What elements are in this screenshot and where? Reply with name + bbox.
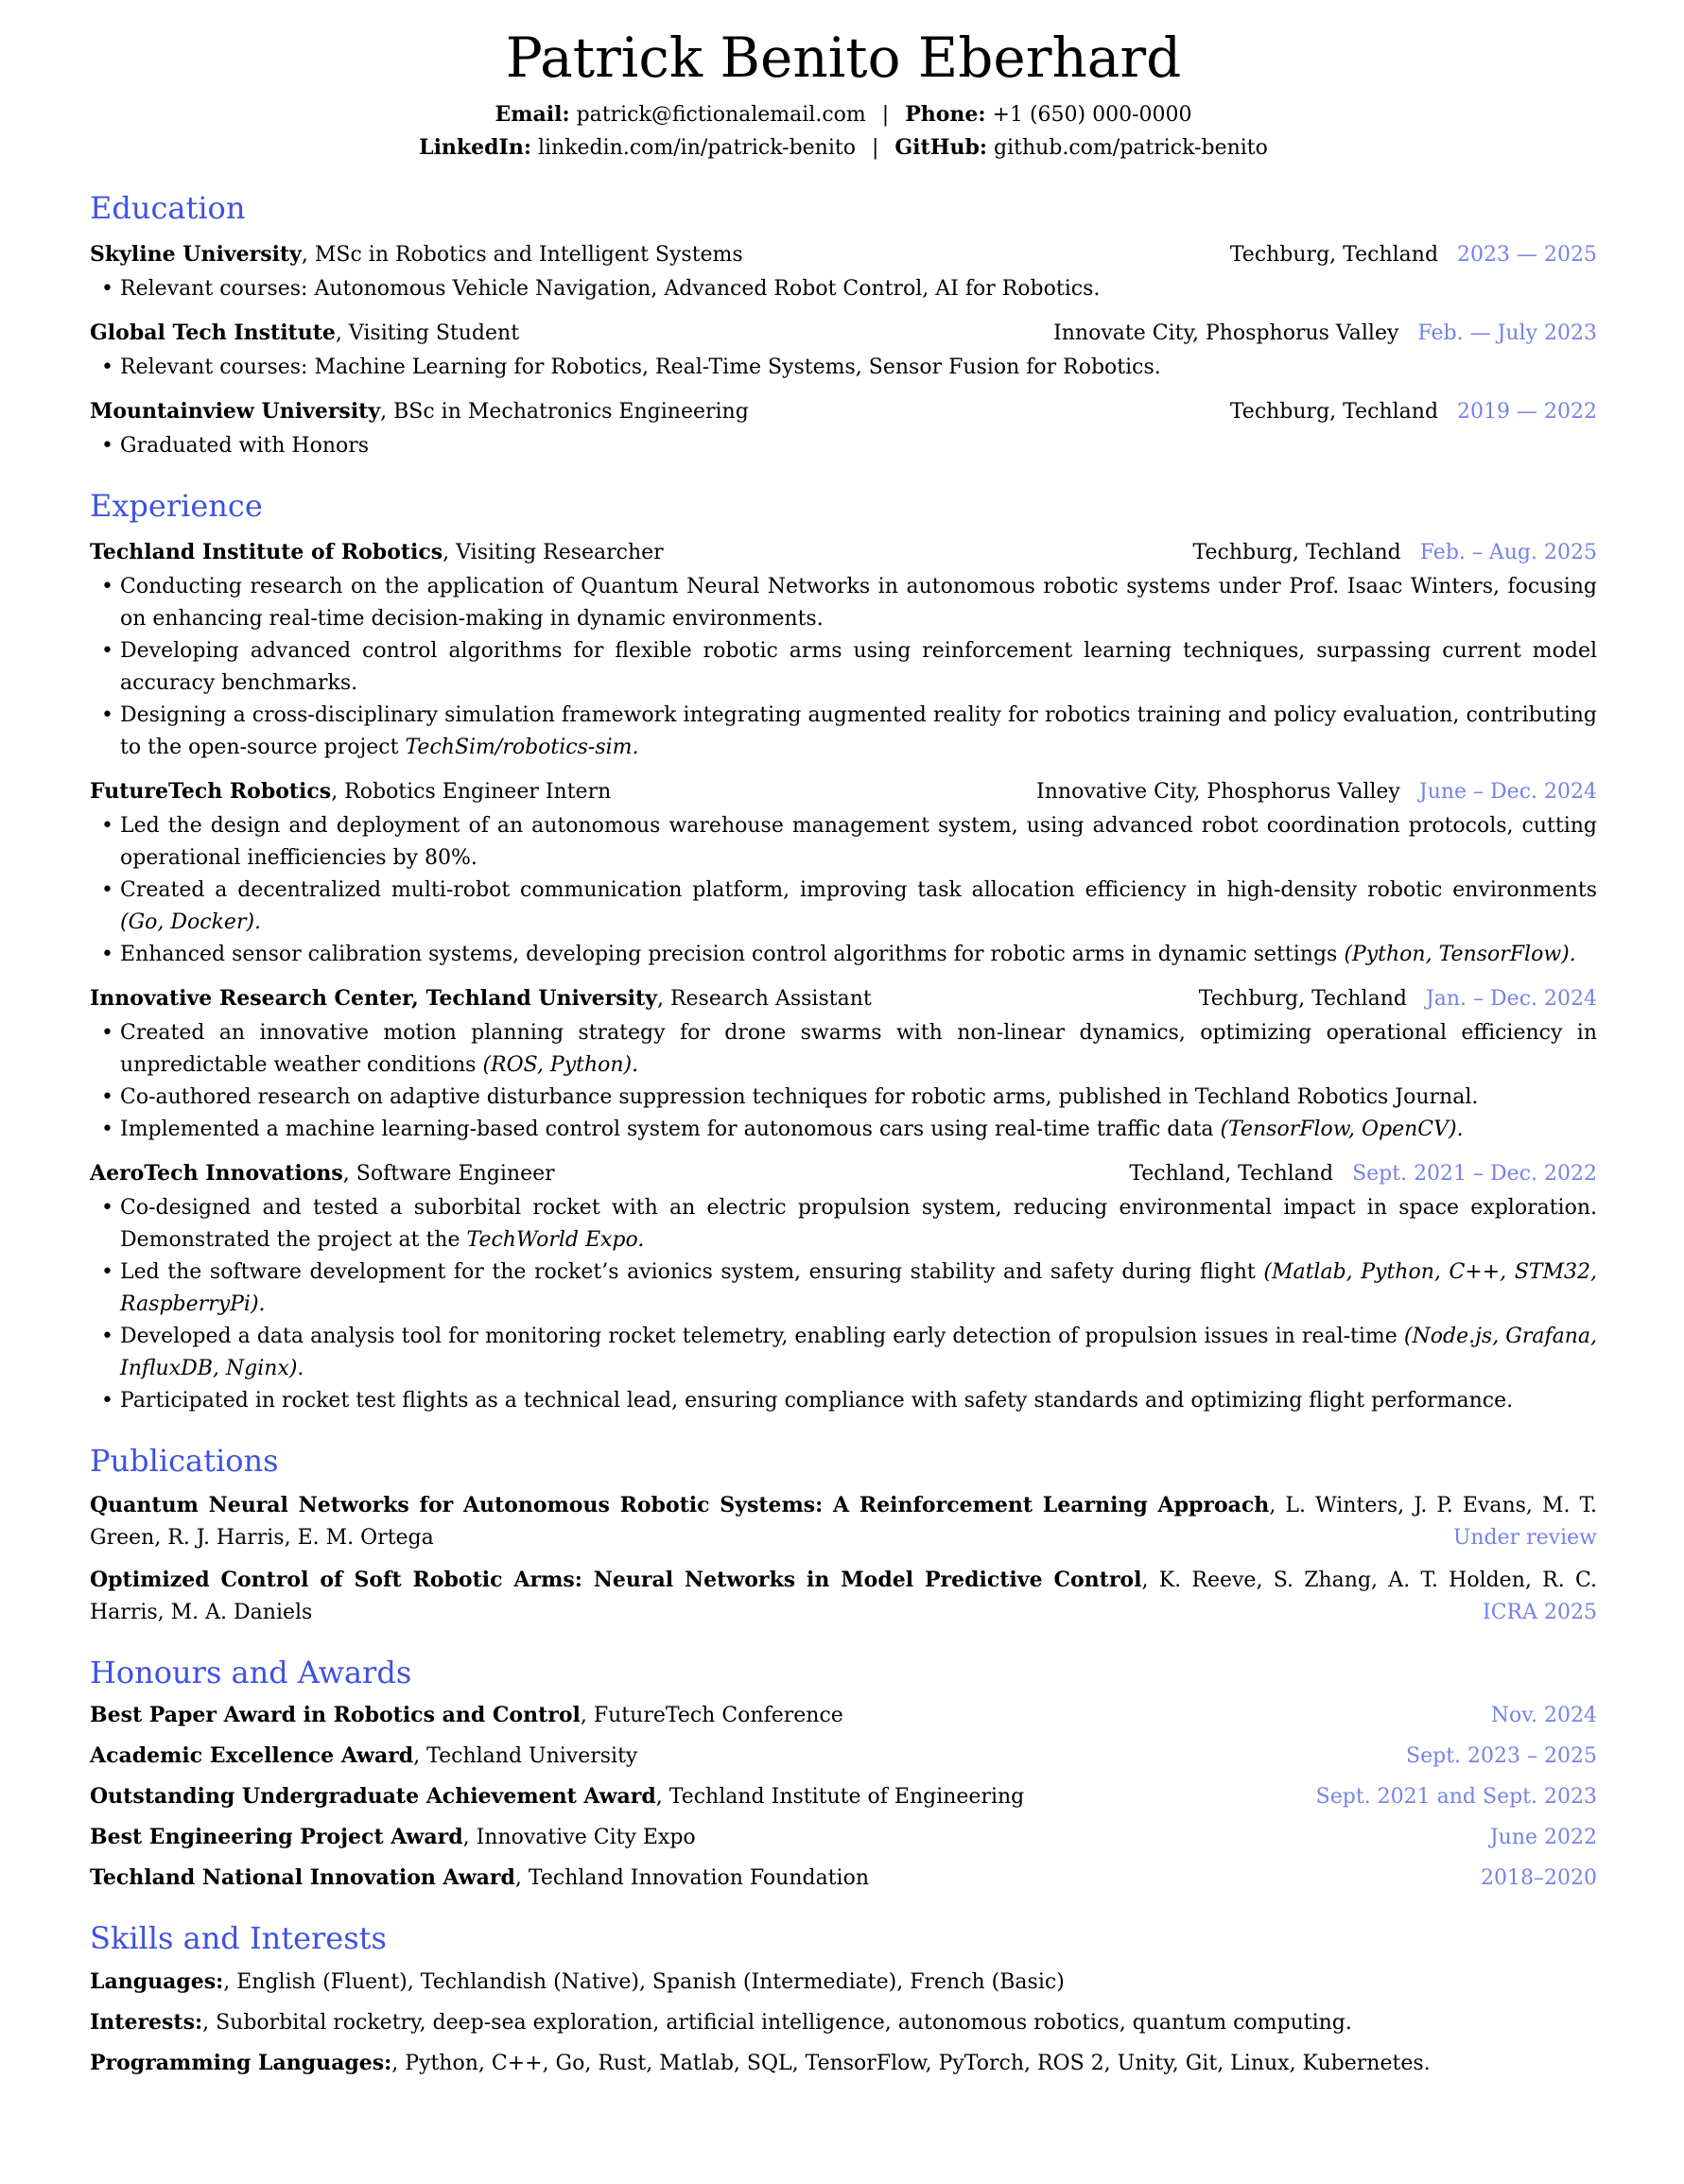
bullet-list [90, 352, 1597, 384]
bullet-item: • Developing advanced control algorithms for flexible robotic arms using reinforcement learning techniques, surpassing current model accuracy benchmarks. [120, 635, 1597, 700]
location: Techburg, Techland [1229, 399, 1439, 424]
role-title: , Software Engineer [342, 1161, 555, 1186]
dates: 2019 — 2022 [1457, 399, 1597, 424]
bullet-item: • Co-designed and tested a suborbital rocket with an electric propulsion system, reducing environmental impact in space exploration. Demonstrated the project at the TechWorld Expo. [120, 1192, 1597, 1257]
role-title: , MSc in Robotics and Intelligent Systems [301, 242, 743, 267]
skill-label: Interests: [90, 2009, 203, 2035]
email-label: Email: [495, 101, 570, 127]
education-entry [90, 395, 1597, 462]
role-title: , Visiting Researcher [443, 540, 664, 564]
org-name: AeroTech Innovations [90, 1160, 343, 1186]
dates: Sept. 2021 – Dec. 2022 [1352, 1161, 1597, 1186]
award-title: Outstanding Undergraduate Achievement Award [90, 1783, 656, 1809]
skill-text: , Suborbital rocketry, deep-sea exploration, artificial intelligence, autonomous robotics, quantum computing. [202, 2010, 1352, 2035]
role-title: , Robotics Engineer Intern [331, 779, 612, 804]
bullet-item: • Relevant courses: Autonomous Vehicle Navigation, Advanced Robot Control, AI for Robotics. [120, 273, 1597, 305]
award-title: Academic Excellence Award [90, 1742, 414, 1768]
section-title-education: Education [90, 189, 246, 226]
section-title-experience: Experience [90, 487, 263, 524]
role-title: , Research Assistant [656, 986, 872, 1011]
skill-row [90, 1965, 1597, 2000]
bullet-item: • Relevant courses: Machine Learning for Robotics, Real-Time Systems, Sensor Fusion for Robotics. [120, 352, 1597, 384]
bullet-item: • Developed a data analysis tool for monitoring rocket telemetry, enabling early detection of propulsion issues in real-time (Node.js, Grafana, InfluxDB, Nginx). [120, 1321, 1597, 1385]
publication-entry [90, 1489, 1597, 1554]
bullet-item: • Enhanced sensor calibration systems, developing precision control algorithms for robotic arms in dynamic settings (Python, TensorFlow). [120, 939, 1597, 971]
location: Innovate City, Phosphorus Valley [1053, 321, 1399, 345]
award-row [90, 1780, 1597, 1813]
experience-entry [90, 775, 1597, 971]
role-title: , Visiting Student [335, 321, 520, 345]
location: Techburg, Techland [1192, 540, 1401, 564]
phone-label: Phone: [905, 101, 986, 127]
skill-label: Programming Languages: [90, 2050, 392, 2075]
skill-row [90, 2046, 1597, 2081]
dates: Feb. — July 2023 [1417, 321, 1597, 345]
publication-title: Optimized Control of Soft Robotic Arms: Neural Networks in Model Predictive Control [90, 1567, 1142, 1592]
award-org: , Techland Institute of Engineering [655, 1784, 1025, 1809]
org-name: Skyline University [90, 241, 302, 267]
section-title-publications: Publications [90, 1442, 279, 1479]
experience-entry [90, 1157, 1597, 1417]
award-org: , FutureTech Conference [580, 1703, 843, 1727]
bullet-item: • Created a decentralized multi-robot communication platform, improving task allocation efficiency in high-density robotic environments (Go, Docker). [120, 875, 1597, 939]
award-date: Sept. 2021 and Sept. 2023 [1315, 1784, 1597, 1809]
bullet-item: • Led the software development for the rocket’s avionics system, ensuring stability and safety during flight (Matlab, Python, C++, STM32, RaspberryPi). [120, 1257, 1597, 1321]
github-value: github.com/patrick-benito [993, 135, 1268, 160]
award-title: Techland National Innovation Award [90, 1864, 515, 1890]
bullet-item: • Implemented a machine learning-based control system for autonomous cars using real-time traffic data (TensorFlow, OpenCV). [120, 1114, 1597, 1146]
bullet-list [90, 571, 1597, 764]
skill-text: , Python, C++, Go, Rust, Matlab, SQL, TensorFlow, PyTorch, ROS 2, Unity, Git, Linux, Kubernetes. [391, 2051, 1431, 2075]
education-entry [90, 238, 1597, 305]
role-title: , BSc in Mechatronics Engineering [380, 399, 749, 424]
dates: June – Dec. 2024 [1418, 779, 1597, 804]
bullet-item: • Conducting research on the application of Quantum Neural Networks in autonomous robotic systems under Prof. Isaac Winters, focusing on enhancing real-time decision-making in dynamic environments. [120, 571, 1597, 635]
dates: Jan. – Dec. 2024 [1425, 986, 1597, 1011]
contact-line-1 [90, 98, 1597, 131]
org-name: Mountainview University [90, 398, 381, 424]
publication-status: ICRA 2025 [1483, 1600, 1597, 1624]
award-row [90, 1862, 1597, 1895]
skill-label: Languages: [90, 1968, 224, 1994]
publication-status: Under review [1452, 1525, 1597, 1550]
location: Techland, Techland [1129, 1161, 1334, 1186]
entry-header [90, 238, 1597, 271]
entry-header [90, 775, 1597, 808]
bullet-list [90, 1192, 1597, 1417]
section-title-skills: Skills and Interests [90, 1919, 387, 1956]
bullet-list [90, 1017, 1597, 1146]
contact-line-2 [90, 131, 1597, 165]
publication-title: Quantum Neural Networks for Autonomous Robotic Systems: A Reinforcement Learning Approach [90, 1492, 1270, 1517]
award-org: , Innovative City Expo [462, 1825, 696, 1849]
award-title: Best Engineering Project Award [90, 1824, 463, 1849]
dates: 2023 — 2025 [1457, 242, 1597, 267]
entry-header [90, 1157, 1597, 1190]
award-title: Best Paper Award in Robotics and Control [90, 1702, 581, 1727]
bullet-item: • Co-authored research on adaptive disturbance suppression techniques for robotic arms, published in Techland Robotics Journal. [120, 1082, 1597, 1114]
linkedin-label: LinkedIn: [419, 134, 531, 160]
bullet-list [90, 273, 1597, 305]
entry-header [90, 982, 1597, 1015]
org-name: FutureTech Robotics [90, 778, 332, 804]
skill-text: , English (Fluent), Techlandish (Native), Spanish (Intermediate), French (Basic) [223, 1969, 1065, 1994]
award-date: June 2022 [1489, 1825, 1597, 1849]
dates: Feb. – Aug. 2025 [1419, 540, 1597, 564]
award-row [90, 1740, 1597, 1773]
bullet-item: • Designing a cross-disciplinary simulation framework integrating augmented reality for robotics training and policy evaluation, contributing to the open-source project TechSim/robotics-sim. [120, 700, 1597, 764]
separator: | [881, 102, 890, 127]
bullet-item: • Participated in rocket test flights as a technical lead, ensuring compliance with safety standards and optimizing flight performance. [120, 1385, 1597, 1417]
entry-header [90, 536, 1597, 569]
skill-row [90, 2005, 1597, 2040]
bullet-list [90, 430, 1597, 462]
org-name: Techland Institute of Robotics [90, 539, 443, 564]
github-label: GitHub: [894, 134, 987, 160]
publication-authors: , K. Reeve, S. Zhang, A. T. Holden, R. C. Harris, M. A. Daniels [90, 1568, 1597, 1624]
award-date: Nov. 2024 [1490, 1703, 1597, 1727]
location: Innovative City, Phosphorus Valley [1036, 779, 1400, 804]
person-name: Patrick Benito Eberhard [505, 26, 1182, 90]
section-title-awards: Honours and Awards [90, 1654, 412, 1690]
award-date: 2018–2020 [1481, 1865, 1597, 1890]
separator: | [871, 135, 879, 160]
education-entry [90, 317, 1597, 384]
bullet-item: • Created an innovative motion planning strategy for drone swarms with non-linear dynamics, optimizing operational efficiency in unpredictable weather conditions (ROS, Python). [120, 1017, 1597, 1082]
award-row [90, 1699, 1597, 1732]
bullet-list [90, 810, 1597, 971]
experience-entry [90, 982, 1597, 1146]
org-name: Global Tech Institute [90, 320, 336, 345]
email-value: patrick@fictionalemail.com [576, 102, 866, 127]
phone-value: +1 (650) 000-0000 [992, 102, 1192, 127]
entry-header [90, 395, 1597, 428]
award-row [90, 1821, 1597, 1854]
location: Techburg, Techland [1229, 242, 1439, 267]
location: Techburg, Techland [1198, 986, 1407, 1011]
award-org: , Techland University [413, 1743, 638, 1768]
linkedin-value: linkedin.com/in/patrick-benito [537, 135, 856, 160]
entry-header [90, 317, 1597, 350]
experience-entry [90, 536, 1597, 764]
bullet-item: • Graduated with Honors [120, 430, 1597, 462]
bullet-item: • Led the design and deployment of an autonomous warehouse management system, using advanced robot coordination protocols, cutting operational inefficiencies by 80%. [120, 810, 1597, 875]
org-name: Innovative Research Center, Techland University [90, 985, 657, 1011]
publication-entry [90, 1564, 1597, 1629]
award-org: , Techland Innovation Foundation [514, 1865, 870, 1890]
award-date: Sept. 2023 – 2025 [1406, 1743, 1597, 1768]
publication-authors: , L. Winters, J. P. Evans, M. T. Green, R. J. Harris, E. M. Ortega [90, 1493, 1598, 1550]
